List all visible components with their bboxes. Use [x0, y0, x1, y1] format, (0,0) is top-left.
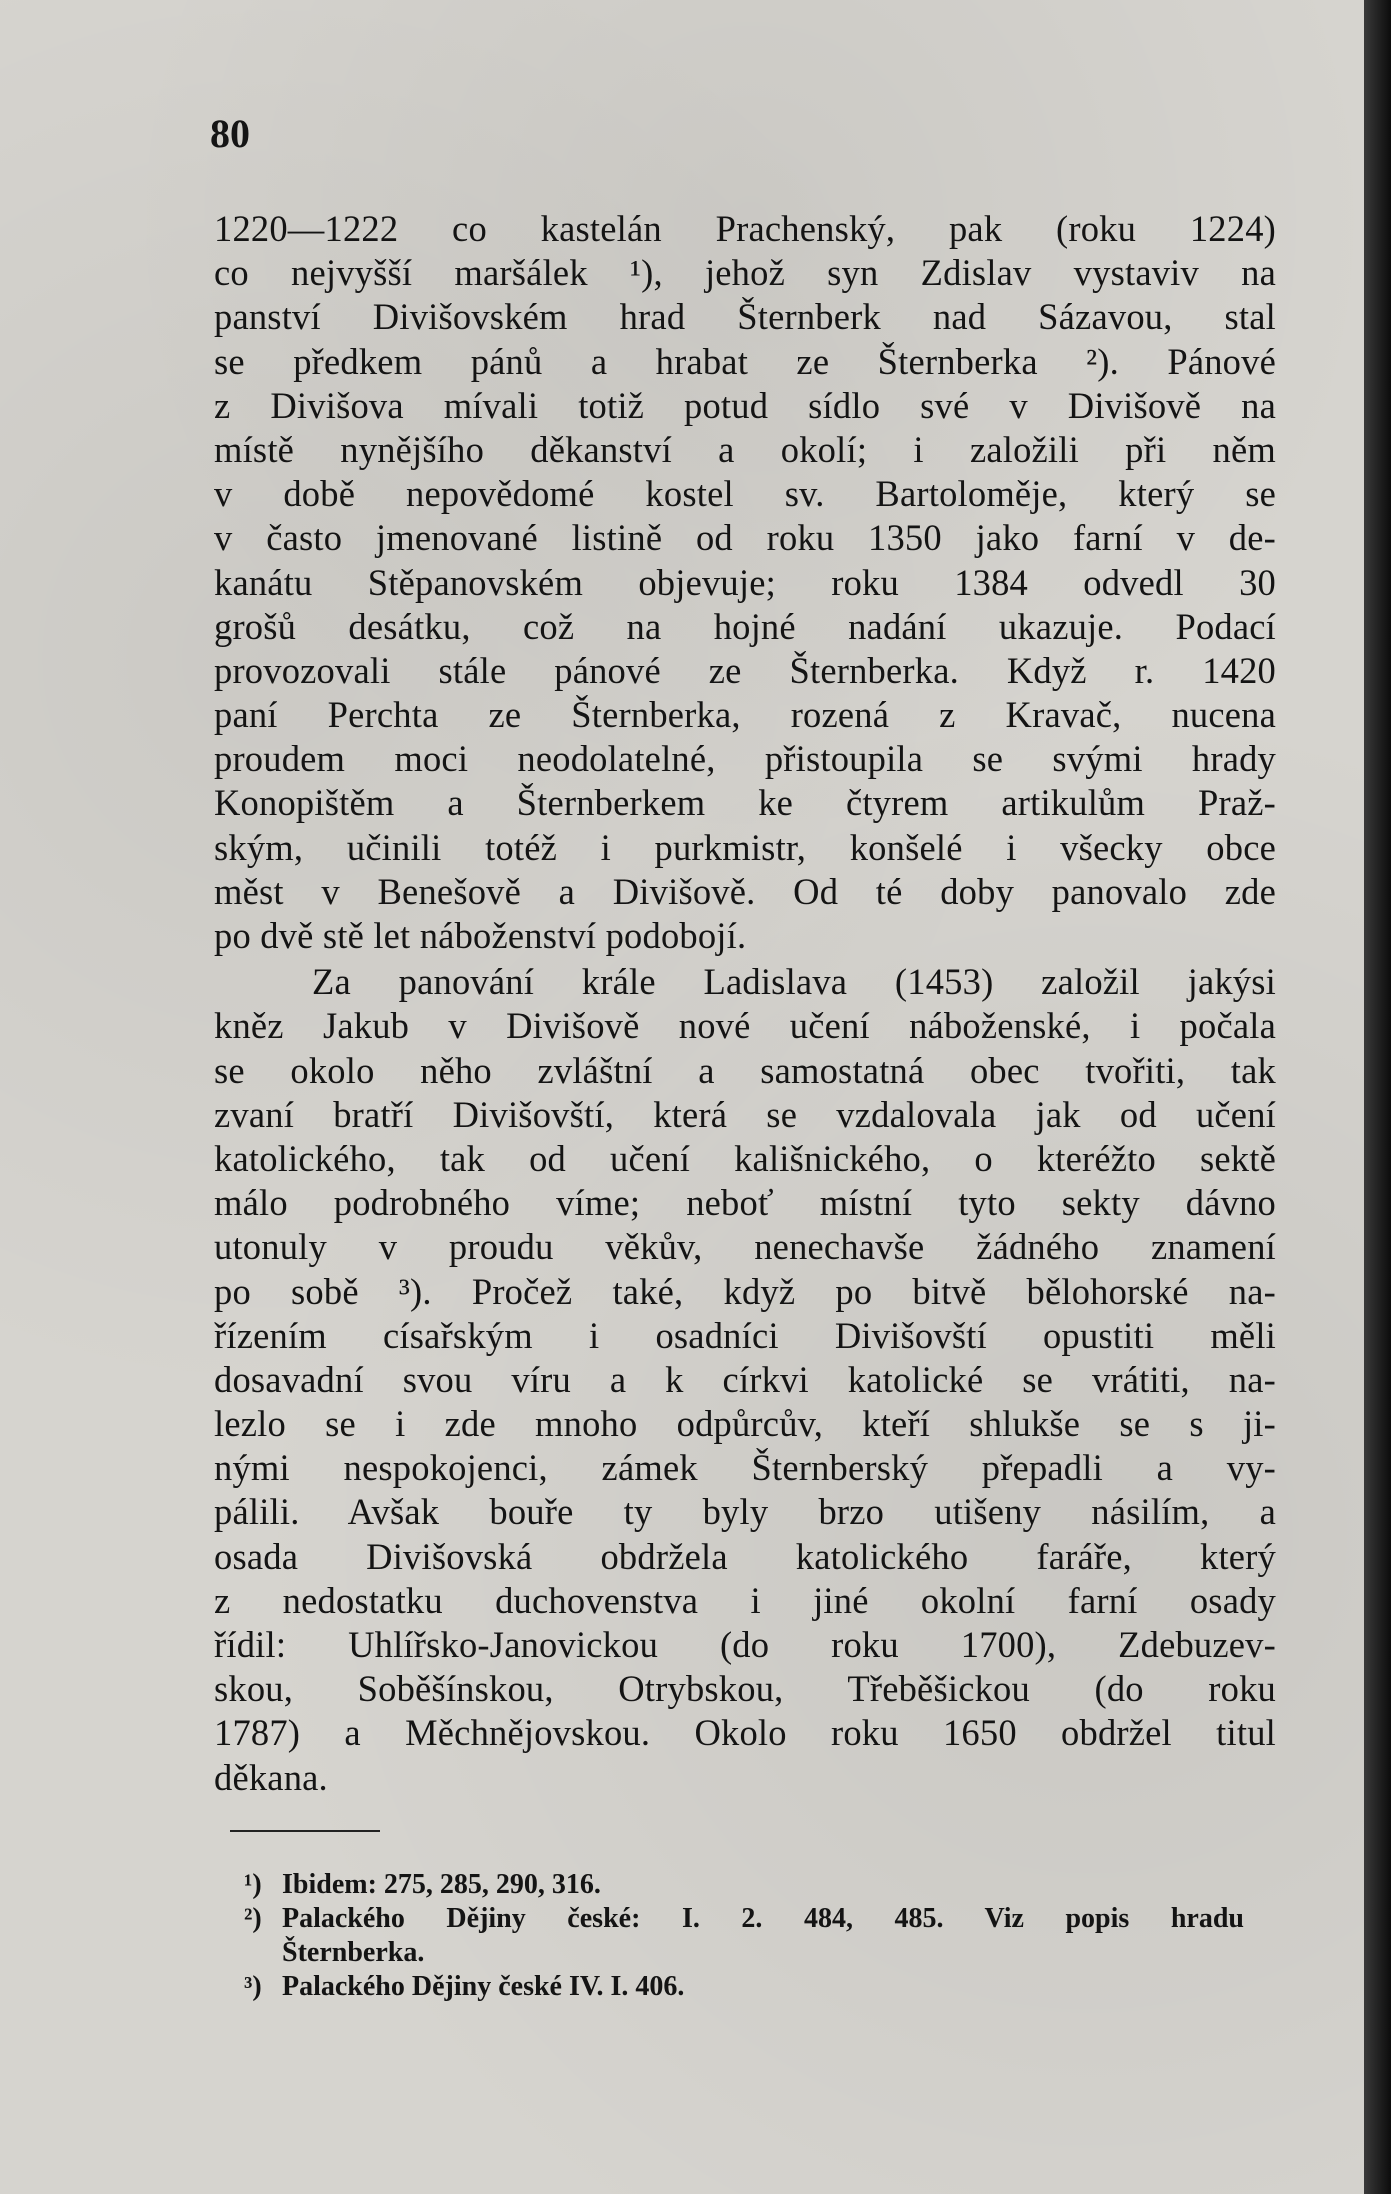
text-line: 1787) a Měchnějovskou. Okolo roku 1650 obdržel titul — [214, 1712, 1276, 1754]
text-line: 1220—1222 co kastelán Prachenský, pak (roku 1224) — [214, 208, 1276, 249]
text-line: se předkem pánů a hrabat ze Šternberka ²). Pánové — [214, 340, 1276, 382]
text-line: řízením císařským i osadníci Divišovští opustiti měli — [214, 1314, 1276, 1356]
text-line: co nejvyšší maršálek ¹), jehož syn Zdislav vystaviv na — [214, 252, 1276, 294]
footnote-rule — [230, 1830, 380, 1832]
text-line: z Divišova mívali totiž potud sídlo své v Divišově na — [214, 384, 1276, 426]
footnote-mark: ³) — [244, 1971, 262, 2002]
text-line: skou, Soběšínskou, Otrybskou, Třeběšickou (do roku — [214, 1668, 1276, 1710]
main-text — [214, 207, 1276, 1800]
text-line: grošů desátku, což na hojné nadání ukazuje. Podací — [214, 605, 1276, 647]
text-line: se okolo něho zvláštní a samostatná obec tvořiti, tak — [214, 1049, 1276, 1091]
footnote-text: Palackého Dějiny české IV. I. 406. — [282, 1971, 685, 2002]
footnotes — [244, 1868, 1244, 2004]
text-line: dosavadní svou víru a k církvi katolické se vrátiti, na- — [214, 1358, 1276, 1400]
text-line: paní Perchta ze Šternberka, rozená z Kravač, nucena — [214, 694, 1276, 736]
paragraph-1 — [214, 207, 1276, 958]
text-line: zvaní bratří Divišovští, která se vzdalovala jak od učení — [214, 1093, 1276, 1135]
text-line: nými nespokojenci, zámek Šternberský přepadli a vy- — [214, 1447, 1276, 1489]
text-line: lezlo se i zde mnoho odpůrcův, kteří shlukše se s ji- — [214, 1403, 1276, 1445]
text-line: panství Divišovském hrad Šternberk nad Sázavou, stal — [214, 296, 1276, 338]
footnote-text: Palackého Dějiny české: I. 2. 484, 485. Viz popis hradu — [282, 1903, 1244, 1934]
text-line: proudem moci neodolatelné, přistoupila se svými hrady — [214, 738, 1276, 780]
text-line: z nedostatku duchovenstva i jiné okolní farní osady — [214, 1579, 1276, 1621]
footnote-line: Šternberka. — [282, 1937, 425, 1968]
footnote-line — [244, 1868, 1244, 1902]
page-number: 80 — [210, 111, 250, 156]
text-line: pálili. Avšak bouře ty byly brzo utišeny násilím, a — [214, 1491, 1276, 1533]
text-line: katolického, tak od učení kališnického, o kteréžto sektě — [214, 1137, 1276, 1179]
text-line: v době nepovědomé kostel sv. Bartoloměje, který se — [214, 473, 1276, 515]
text-line: měst v Benešově a Divišově. Od té doby panovalo zde — [214, 870, 1276, 912]
text-line: po sobě ³). Pročež také, když po bitvě bělohorské na- — [214, 1270, 1276, 1312]
text-line: Za panování krále Ladislava (1453) založil jakýsi — [312, 961, 1276, 1003]
page-edge-shadow — [1364, 0, 1391, 2194]
text-line: utonuly v proudu věkův, nenechavše žádného znamení — [214, 1226, 1276, 1268]
footnote-2 — [244, 1902, 1244, 1970]
text-line: místě nynějšího děkanství a okolí; i založili při něm — [214, 428, 1276, 470]
footnote-3 — [244, 1970, 1244, 2004]
text-line: kanátu Stěpanovském objevuje; roku 1384 odvedl 30 — [214, 561, 1276, 603]
text-line: málo podrobného víme; neboť místní tyto sekty dávno — [214, 1182, 1276, 1224]
text-line: provozovali stále pánové ze Šternberka. Když r. 1420 — [214, 649, 1276, 691]
text-line: kněz Jakub v Divišově nové učení náboženské, i počala — [214, 1005, 1276, 1047]
text-line: řídil: Uhlířsko-Janovickou (do roku 1700), Zdebuzev- — [214, 1624, 1276, 1665]
text-line: děkana. — [214, 1756, 328, 1798]
text-line: po dvě stě let náboženství podobojí. — [214, 915, 747, 956]
footnote-text: Ibidem: 275, 285, 290, 316. — [282, 1869, 601, 1900]
footnote-mark: ²) — [244, 1903, 262, 1934]
footnote-line — [244, 1902, 1244, 1936]
paragraph-2 — [214, 960, 1276, 1800]
footnote-1 — [244, 1868, 1244, 1902]
text-line: Konopištěm a Šternberkem ke čtyrem artikulům Praž- — [214, 782, 1276, 824]
footnote-line — [244, 1970, 1244, 2004]
text-line: osada Divišovská obdržela katolického faráře, který — [214, 1535, 1276, 1577]
footnote-mark: ¹) — [244, 1869, 262, 1900]
text-line: ským, učinili totéž i purkmistr, konšelé i všecky obce — [214, 826, 1276, 868]
text-line: v často jmenované listině od roku 1350 jako farní v de- — [214, 517, 1276, 559]
